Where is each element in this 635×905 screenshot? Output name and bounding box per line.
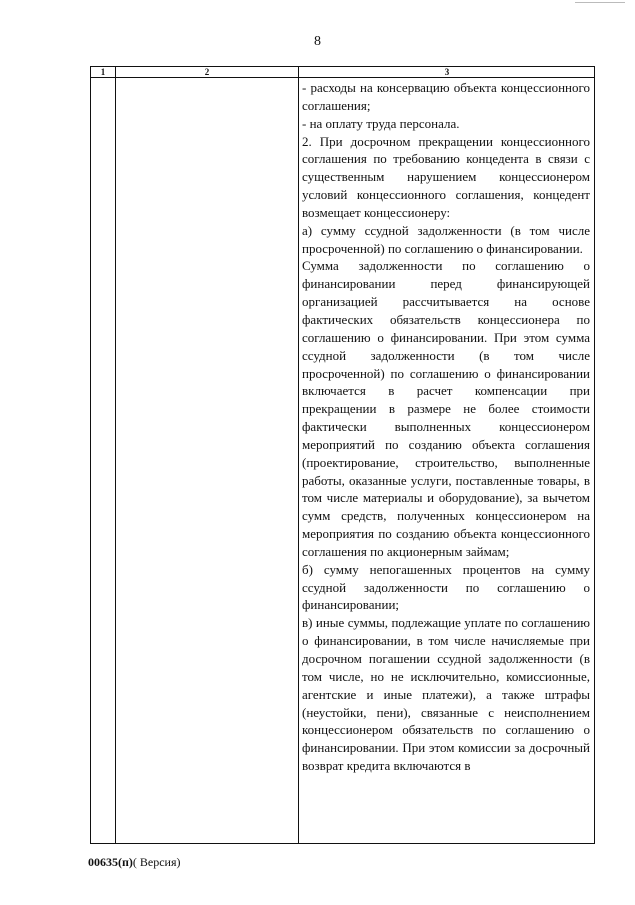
paragraph-early-termination: 2. При досрочном прекращении концессионного соглашения по требованию концедента в связи с существенным нарушением концессионером условий концессионного соглашения, концедент возмещает концессионеру: xyxy=(302,133,590,220)
paragraph-item-b: б) сумму непогашенных процентов на сумму ссудной задолженности по соглашению о финансировании; xyxy=(302,561,590,613)
column-divider-1 xyxy=(115,67,116,843)
document-table xyxy=(90,66,595,844)
column-header-1: 1 xyxy=(100,67,106,77)
paragraph-item-v: в) иные суммы, подлежащие уплате по соглашению о финансировании, в том числе начисляемые при досрочном погашении ссудной задолженности (в том числе, но не исключительно, комиссионные, агентские и иные платежи), а также штрафы (неустойки, пени), связанные с неисполнением концессионером обязательств по соглашению о финансировании. При этом комиссии за досрочный возврат кредита включаются в xyxy=(302,615,590,774)
footer-version: ( Версия) xyxy=(132,855,181,869)
column-header-2: 2 xyxy=(204,67,210,77)
paragraph-debt-calculation: Сумма задолженности по соглашению о финансировании перед финансирующей организацией рассчитывается на основе фактических обязательств концессионера по соглашению о финансировании. При этом сумма ссудной задолженности (в том числе просроченной) по соглашению о финансировании включается в расчет компенсации при прекращении в размере не более стоимости фактически выполненных концессионером мероприятий по созданию объекта соглашения (проектирование, строительство, выполненные работы, оказанные услуги, поставленные товары, в том числе материалы и оборудование), за вычетом сумм средств, полученных концессионером на мероприятия по созданию объекта концессионного соглашения по акционерным займам; xyxy=(302,258,590,559)
paragraph-staff-costs: - на оплату труда персонала. xyxy=(302,115,460,131)
footer-code: 00635(п) xyxy=(88,855,133,869)
paragraph-conservation-costs: - расходы на консервацию объекта концессионного соглашения; xyxy=(302,80,590,113)
column-header-3: 3 xyxy=(444,67,450,77)
paragraph-item-a: а) сумму ссудной задолженности (в том числе просроченной) по соглашению о финансировании. xyxy=(302,222,590,256)
page-number: 8 xyxy=(314,34,321,49)
column-divider-2 xyxy=(298,67,299,843)
header-row-divider xyxy=(91,77,594,78)
scan-corner-mark xyxy=(575,2,625,3)
column-3-text xyxy=(302,79,590,841)
footer-label xyxy=(88,855,181,870)
